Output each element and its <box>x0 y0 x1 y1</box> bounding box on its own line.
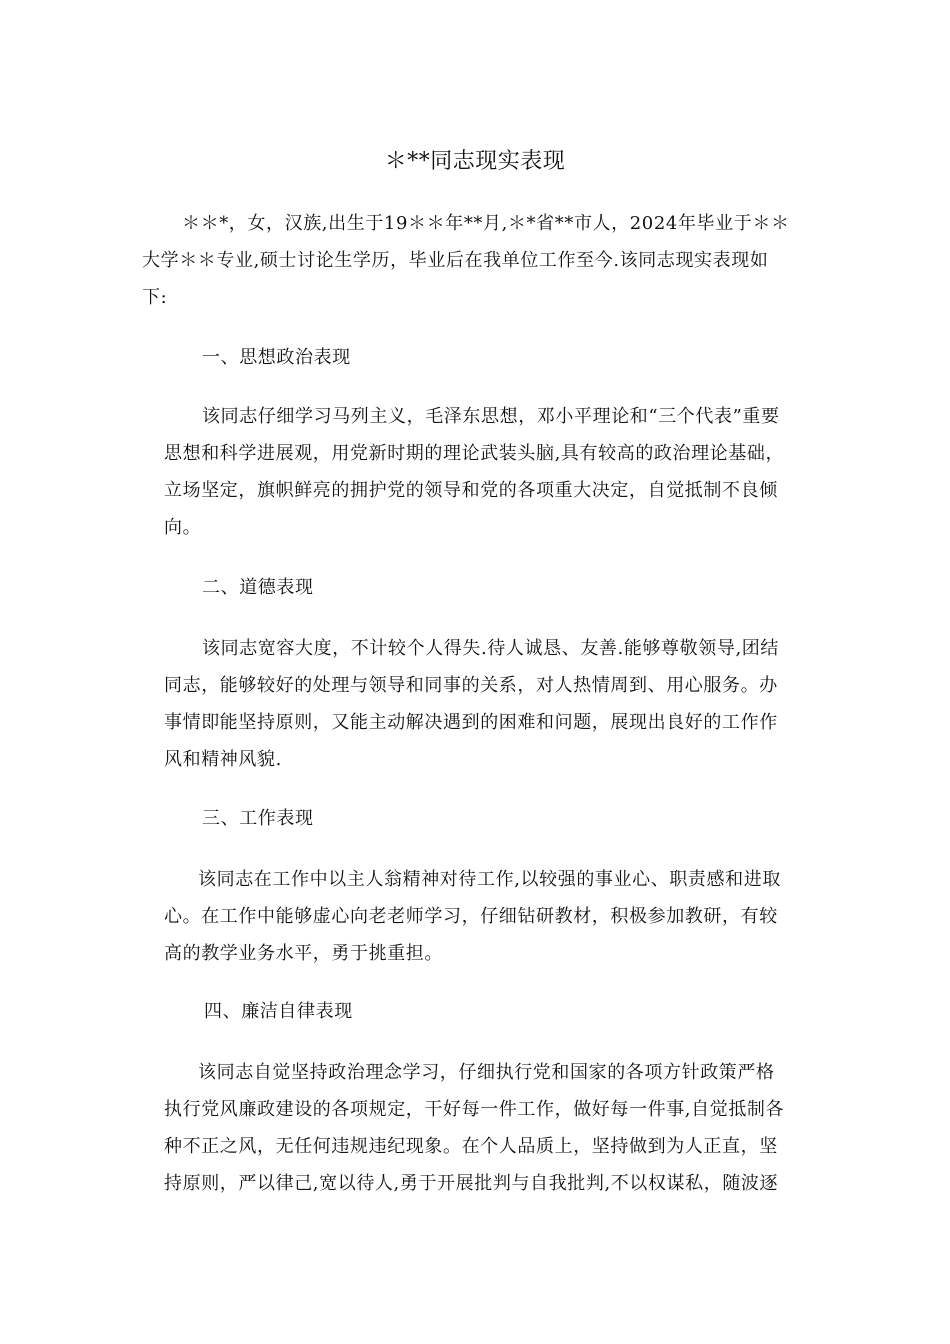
intro-line: 下: <box>142 287 168 308</box>
body-line: 事情即能坚持原则，又能主动解决遇到的困难和问题，展现出良好的工作作 <box>164 712 778 733</box>
body-line: 心。在工作中能够虚心向老老师学习，仔细钻研教材，积极参加教研，有较 <box>164 906 778 927</box>
body-line: 持原则，严以律己,宽以待人,勇于开展批判与自我批判,不以权谋私，随波逐 <box>164 1173 779 1194</box>
body-line: 同志，能够较好的处理与领导和同事的关系，对人热情周到、用心服务。办 <box>164 675 778 696</box>
section-heading-integrity: 四、廉洁自律表现 <box>204 1001 353 1022</box>
body-line: 向。 <box>164 517 202 538</box>
section-heading-morality: 二、道德表现 <box>202 577 314 598</box>
body-line: 思想和科学进展观，用党新时期的理论武装头脑,具有较高的政治理论基础， <box>164 443 785 464</box>
section-body-integrity <box>164 1054 784 1202</box>
intro-line: ＊＊*，女，汉族,出生于19＊＊年**月,＊*省**市人，2024年毕业于＊＊ <box>182 213 790 234</box>
body-line: 该同志在工作中以主人翁精神对待工作,以较强的事业心、职责感和进取 <box>198 869 781 890</box>
body-line: 种不正之风，无任何违规违纪现象。在个人品质上，坚持做到为人正直，坚 <box>164 1136 778 1157</box>
body-line: 立场坚定，旗帜鲜亮的拥护党的领导和党的各项重大决定，自觉抵制不良倾 <box>164 480 778 501</box>
body-line: 该同志仔细学习马列主义，毛泽东思想，邓小平理论和“三个代表”重要 <box>202 406 780 427</box>
document-title: ＊**同志现实表现 <box>384 149 566 174</box>
intro-line: 大学＊＊专业,硕士讨论生学历，毕业后在我单位工作至今.该同志现实表现如 <box>142 250 769 271</box>
section-heading-work: 三、工作表现 <box>202 808 314 829</box>
body-line: 该同志自觉坚持政治理念学习，仔细执行党和国家的各项方针政策严格 <box>198 1062 775 1083</box>
section-body-work <box>164 861 781 972</box>
section-body-ideology <box>164 398 784 546</box>
body-line: 高的教学业务水平，勇于挑重担。 <box>164 943 443 964</box>
section-body-morality <box>164 630 779 778</box>
intro-paragraph <box>142 205 790 316</box>
body-line: 该同志宽容大度，不计较个人得失.待人诚恳、友善.能够尊敬领导,团结 <box>202 638 779 659</box>
section-heading-ideology: 一、思想政治表现 <box>202 347 351 368</box>
body-line: 执行党风廉政建设的各项规定，干好每一件工作，做好每一件事,自觉抵制各 <box>164 1099 785 1120</box>
body-line: 风和精神风貌. <box>164 749 282 770</box>
